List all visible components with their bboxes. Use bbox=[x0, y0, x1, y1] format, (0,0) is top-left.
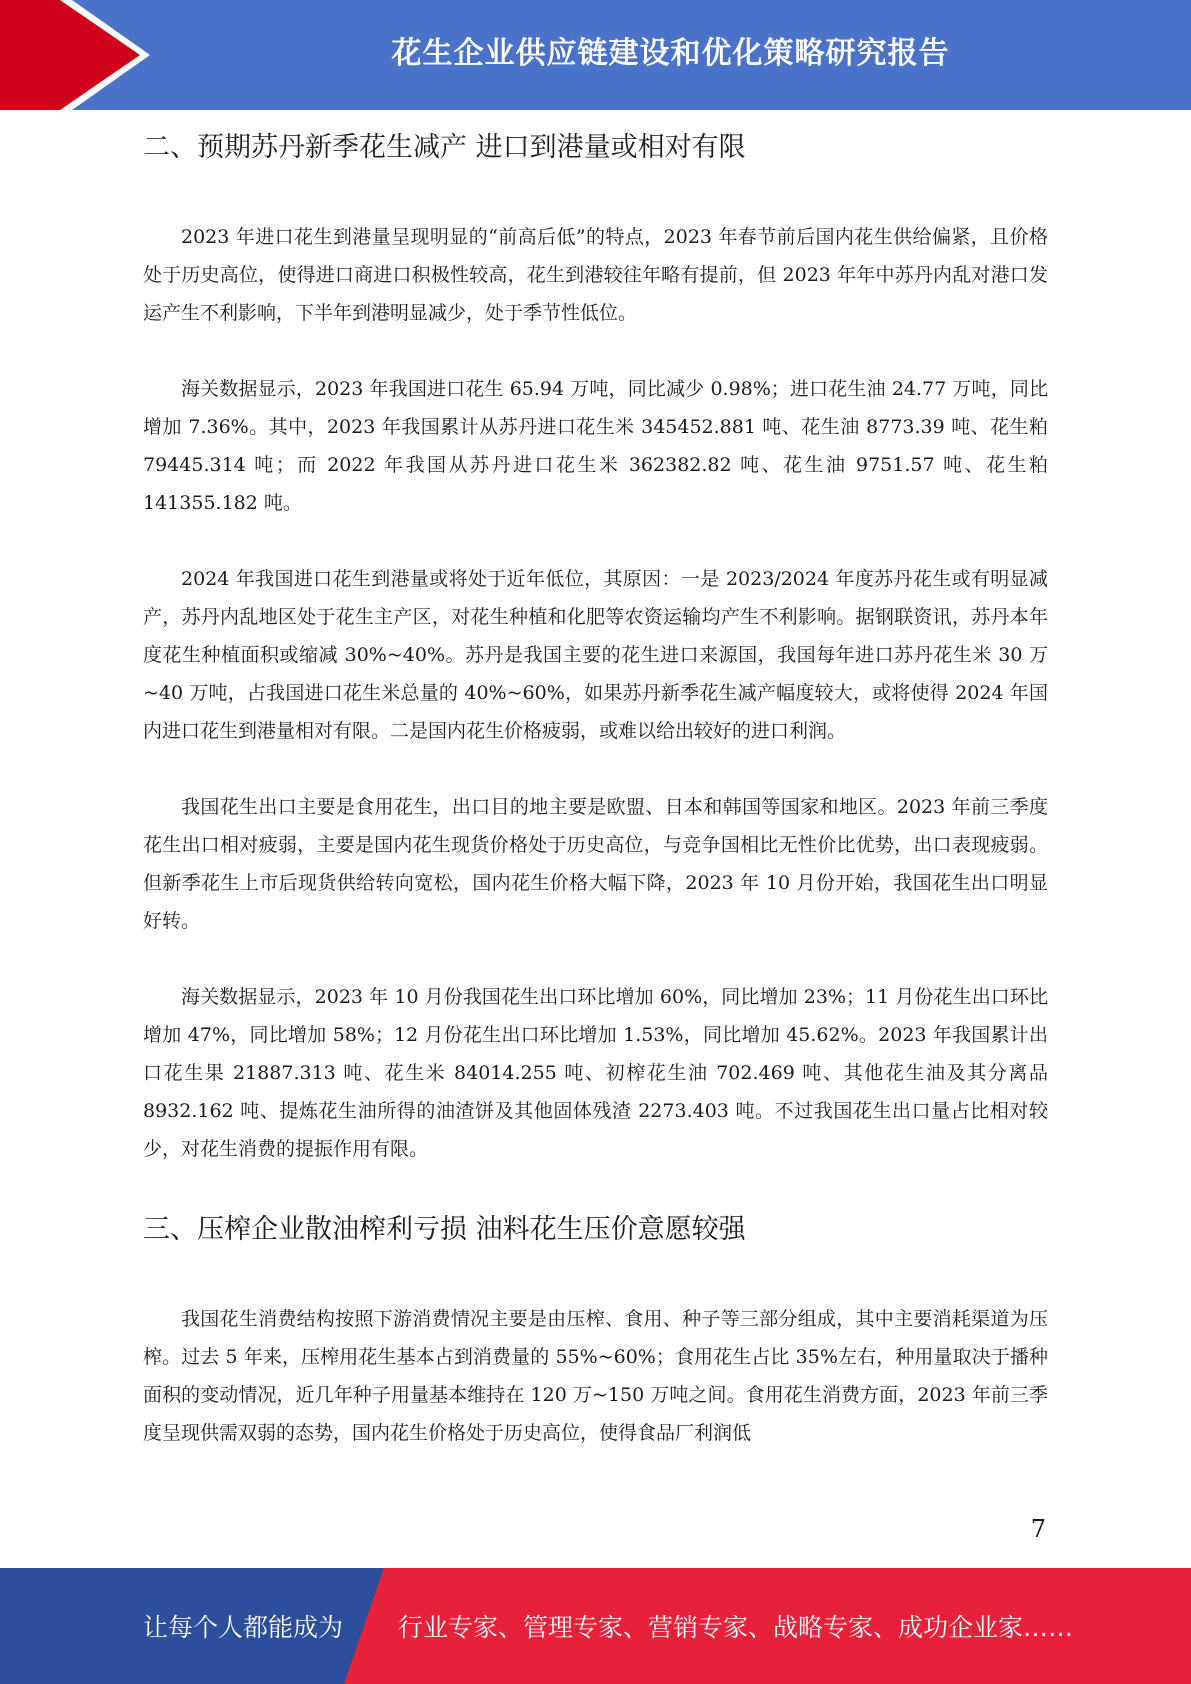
page-footer bbox=[0, 1568, 1191, 1684]
page-header bbox=[0, 0, 1191, 110]
paragraph: 我国花生出口主要是食用花生，出口目的地主要是欧盟、日本和韩国等国家和地区。2023 年前三季度花生出口相对疲弱，主要是国内花生现货价格处于历史高位，与竞争国相比无性价比优势，出口表现疲弱。但新季花生上市后现货供给转向宽松，国内花生价格大幅下降，2023 年 10 月份开始，我国花生出口明显好转。 bbox=[143, 796, 1048, 932]
paragraph: 海关数据显示，2023 年我国进口花生 65.94 万吨，同比减少 0.98%；进口花生油 24.77 万吨，同比增加 7.36%。其中，2023 年我国累计从苏丹进口花生米 345452.881 吨、花生油 8773.39 吨、花生粕 79445.314 吨；而 2022 年我国从苏丹进口花生米 362382.82 吨、花生油 9751.57 吨、花生粕 141355.182 吨。 bbox=[143, 378, 1048, 514]
footer-slogan-left: 让每个人都能成为 bbox=[143, 1613, 344, 1642]
report-title: 花生企业供应链建设和优化策略研究报告 bbox=[391, 36, 950, 71]
section-heading-2: 二、预期苏丹新季花生减产 进口到港量或相对有限 bbox=[143, 132, 746, 163]
section-heading-3: 三、压榨企业散油榨利亏损 油料花生压价意愿较强 bbox=[143, 1214, 746, 1245]
paragraph: 2024 年我国进口花生到港量或将处于近年低位，其原因：一是 2023/2024 年度苏丹花生或有明显减产，苏丹内乱地区处于花生主产区，对花生种植和化肥等农资运输均产生不利影响。据钢联资讯，苏丹本年度花生种植面积或缩减 30%~40%。苏丹是我国主要的花生进口来源国，我国每年进口苏丹花生米 30 万~40 万吨，占我国进口花生米总量的 40%~60%，如果苏丹新季花生减产幅度较大，或将使得 2024 年国内进口花生到港量相对有限。二是国内花生价格疲弱，或难以给出较好的进口利润。 bbox=[143, 568, 1048, 742]
page-number: 7 bbox=[1030, 1515, 1046, 1543]
paragraph: 我国花生消费结构按照下游消费情况主要是由压榨、食用、种子等三部分组成，其中主要消耗渠道为压榨。过去 5 年来，压榨用花生基本占到消费量的 55%~60%；食用花生占比 35%左右，种用量取决于播种面积的变动情况，近几年种子用量基本维持在 120 万~150 万吨之间。食用花生消费方面，2023 年前三季度呈现供需双弱的态势，国内花生价格处于历史高位，使得食品厂利润低 bbox=[143, 1308, 1048, 1444]
paragraph: 2023 年进口花生到港量呈现明显的“前高后低”的特点，2023 年春节前后国内花生供给偏紧，且价格处于历史高位，使得进口商进口积极性较高，花生到港较往年略有提前，但 2023 年年中苏丹内乱对港口发运产生不利影响，下半年到港明显减少，处于季节性低位。 bbox=[143, 226, 1048, 324]
paragraph: 海关数据显示，2023 年 10 月份我国花生出口环比增加 60%，同比增加 23%；11 月份花生出口环比增加 47%，同比增加 58%；12 月份花生出口环比增加 1.53%，同比增加 45.62%。2023 年我国累计出口花生果 21887.313 吨、花生米 84014.255 吨、初榨花生油 702.469 吨、其他花生油及其分离品 8932.162 吨、提炼花生油所得的油渣饼及其他固体残渣 2273.403 吨。不过我国花生出口量占比相对较少，对花生消费的提振作用有限。 bbox=[143, 986, 1048, 1160]
footer-slogan-right: 行业专家、管理专家、营销专家、战略专家、成功企业家…… bbox=[398, 1613, 1074, 1642]
red-arrow-decoration bbox=[0, 0, 160, 110]
main-content bbox=[143, 126, 1048, 1452]
